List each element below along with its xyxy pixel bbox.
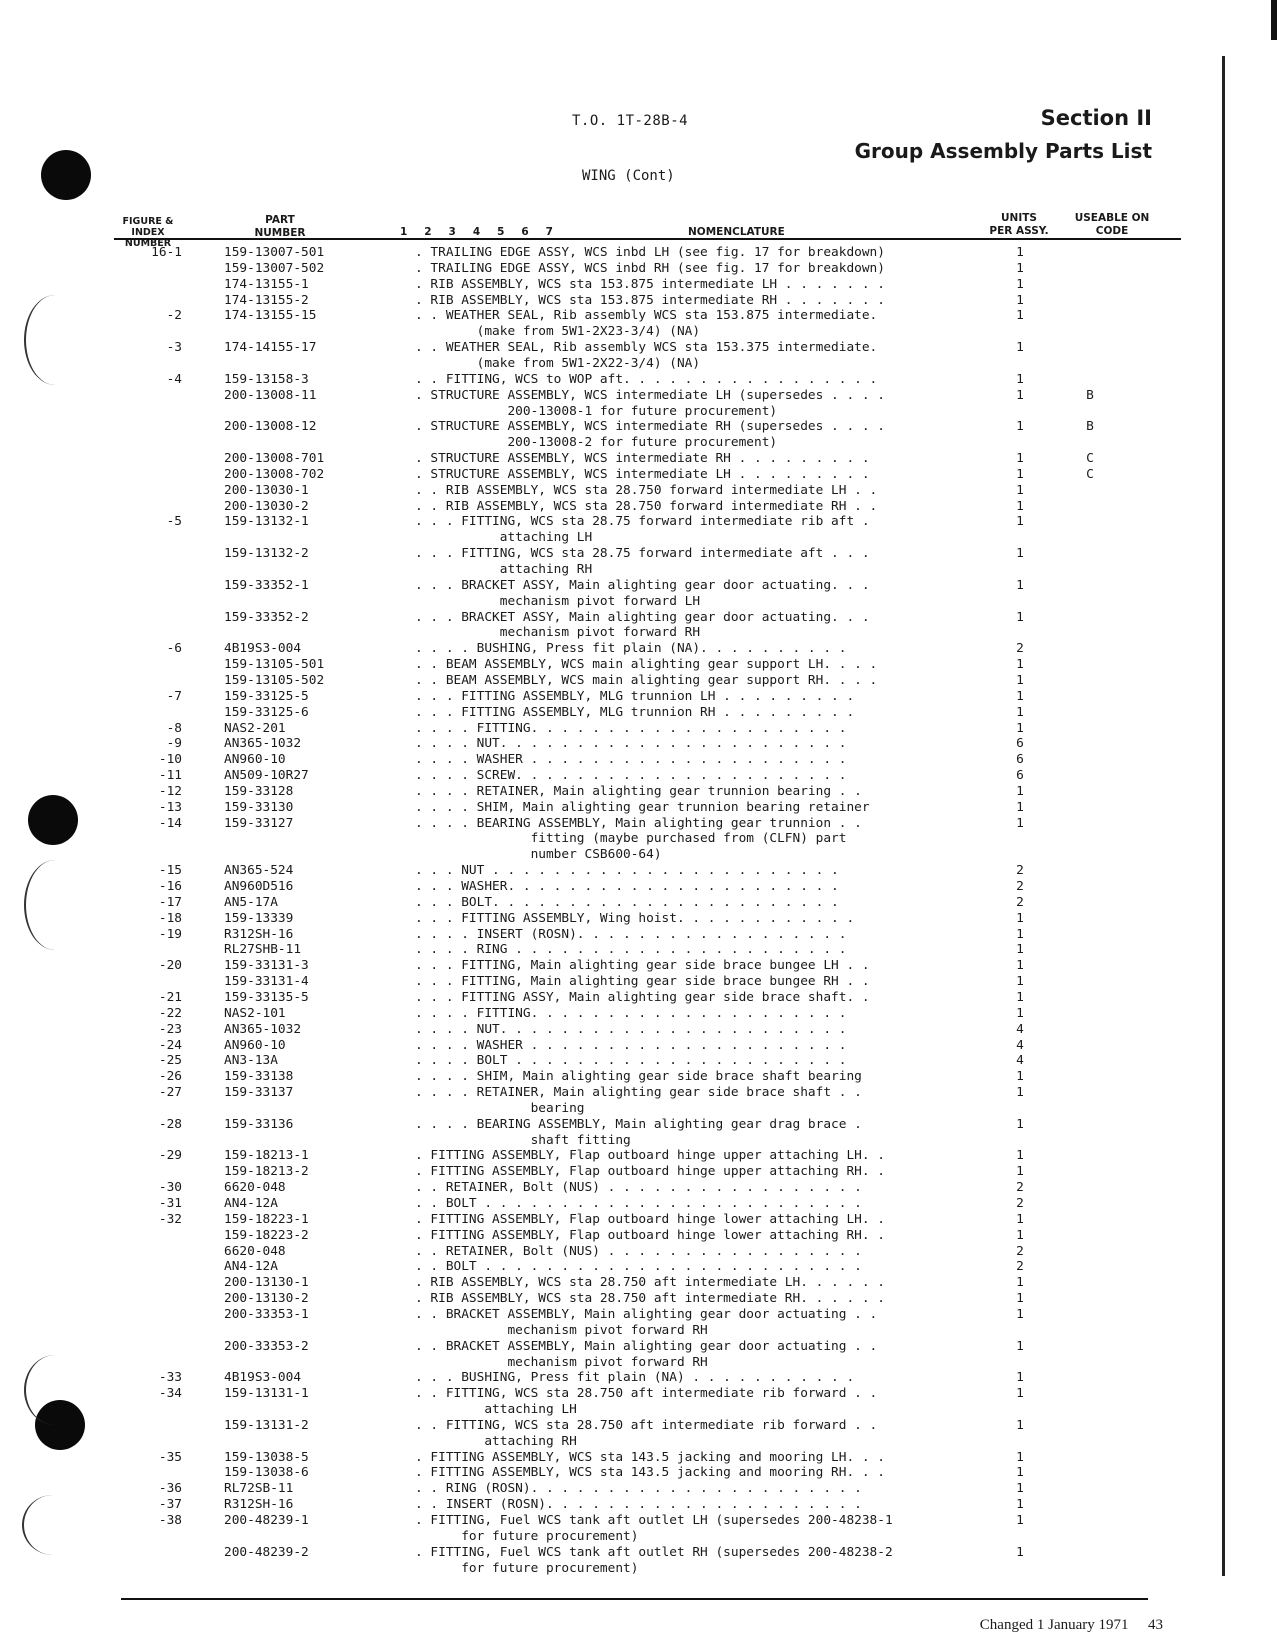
part-number-cell: 200-33353-1	[224, 1306, 309, 1322]
nomenclature-cell: . . . . NUT. . . . . . . . . . . . . . . . . . . . . . .	[415, 736, 847, 752]
group-title: WING (Cont)	[582, 168, 675, 184]
binder-hole	[41, 150, 91, 200]
figure-index-cell: 16-1	[151, 245, 182, 260]
figure-index-cell: -34	[158, 1386, 182, 1402]
figure-index-cell: -36	[158, 1481, 182, 1497]
units-cell: 1	[1016, 704, 1024, 720]
units-cell: 2	[1016, 1180, 1024, 1196]
units-cell: 4	[1016, 1053, 1024, 1069]
figure-index-cell: -26	[158, 1069, 182, 1085]
figure-index-cell: -22	[158, 1005, 182, 1021]
units-cell: 1	[1016, 260, 1024, 276]
nomenclature-cell: mechanism pivot forward RH	[415, 1354, 708, 1370]
nomenclature-cell: . FITTING ASSEMBLY, Flap outboard hinge lower attaching LH. .	[415, 1211, 885, 1227]
units-cell: 1	[1016, 419, 1024, 435]
units-cell: 2	[1016, 1196, 1024, 1211]
figure-index-cell: -12	[158, 783, 182, 799]
nomenclature-cell: . FITTING, Fuel WCS tank aft outlet LH (supersedes 200-48238-1	[415, 1513, 893, 1528]
nomenclature-cell: . . . . BUSHING, Press fit plain (NA). . . . . . . . . .	[415, 641, 847, 657]
figure-index-cell: -24	[158, 1037, 182, 1053]
part-number-cell: 159-18223-2	[224, 1227, 309, 1243]
part-number-cell: R312SH-16	[224, 1497, 294, 1513]
nomenclature-cell: . . . FITTING ASSEMBLY, MLG trunnion RH . . . . . . . . .	[415, 704, 855, 720]
units-cell: 4	[1016, 1037, 1024, 1053]
part-number-cell: RL72SB-11	[224, 1481, 294, 1497]
part-number-cell: 159-13105-501	[224, 657, 325, 673]
units-cell: 1	[1016, 910, 1024, 926]
part-number-cell: 200-13130-1	[224, 1275, 309, 1291]
units-cell: 1	[1016, 1544, 1024, 1560]
nomenclature-cell: . . BOLT . . . . . . . . . . . . . . . . . . . . . . . . .	[415, 1196, 862, 1211]
part-number-cell: RL27SHB-11	[224, 942, 302, 958]
part-number-cell: 159-33125-6	[224, 704, 309, 720]
useable-code-cell: C	[1086, 451, 1094, 467]
units-cell: 1	[1016, 1338, 1024, 1354]
figure-index-cell: -21	[158, 989, 182, 1005]
units-cell: 1	[1016, 1085, 1024, 1101]
nomenclature-cell: . FITTING ASSEMBLY, Flap outboard hinge upper attaching LH. .	[415, 1148, 885, 1164]
part-number-cell: 159-13038-6	[224, 1465, 309, 1481]
figure-index-cell: -3	[166, 340, 182, 356]
nomenclature-cell: . . BRACKET ASSEMBLY, Main alighting gear door actuating . .	[415, 1306, 878, 1322]
part-number-cell: 200-13008-702	[224, 466, 325, 482]
figure-index-cell: -38	[158, 1513, 182, 1528]
units-cell: 1	[1016, 974, 1024, 990]
part-number-cell: AN3-13A	[224, 1053, 278, 1069]
scan-edge-mark	[1271, 0, 1277, 40]
nomenclature-cell: . . WEATHER SEAL, Rib assembly WCS sta 153.375 intermediate.	[415, 340, 878, 356]
part-number-cell: 6620-048	[224, 1180, 286, 1196]
part-number-cell: 159-33130	[224, 799, 294, 815]
column-useable-on-code: USEABLE ON CODE	[1074, 212, 1150, 237]
nomenclature-cell: . . INSERT (ROSN). . . . . . . . . . . . . . . . . . . . .	[415, 1497, 862, 1513]
section-subtitle: Group Assembly Parts List	[854, 139, 1152, 163]
figure-index-cell: -2	[166, 308, 182, 324]
units-cell: 6	[1016, 768, 1024, 784]
units-cell: 2	[1016, 641, 1024, 657]
part-number-cell: AN960-10	[224, 752, 286, 768]
units-cell: 1	[1016, 1481, 1024, 1497]
units-cell: 1	[1016, 1497, 1024, 1513]
figure-index-cell: -13	[158, 799, 182, 815]
figure-index-cell: -18	[158, 910, 182, 926]
units-cell: 6	[1016, 736, 1024, 752]
units-cell: 1	[1016, 371, 1024, 387]
figure-index-cell: -19	[158, 926, 182, 942]
nomenclature-cell: shaft fitting	[415, 1132, 631, 1148]
nomenclature-cell: fitting (maybe purchased from (CLFN) part	[415, 831, 847, 847]
figure-index-cell: -6	[166, 641, 182, 657]
units-cell: 1	[1016, 942, 1024, 958]
units-cell: 1	[1016, 276, 1024, 292]
part-number-cell: 200-13130-2	[224, 1291, 309, 1307]
nomenclature-cell: . . . NUT . . . . . . . . . . . . . . . . . . . . . . .	[415, 863, 839, 879]
change-notice: Changed 1 January 1971	[979, 1617, 1129, 1633]
nomenclature-cell: . . RIB ASSEMBLY, WCS sta 28.750 forward intermediate RH . .	[415, 498, 878, 514]
units-cell: 1	[1016, 815, 1024, 831]
figure-index-cell: -15	[158, 863, 182, 879]
figure-index-cell: -28	[158, 1116, 182, 1132]
nomenclature-cell: . . FITTING, WCS sta 28.750 aft intermediate rib forward . .	[415, 1417, 878, 1433]
part-number-cell: 174-13155-2	[224, 292, 309, 308]
nomenclature-cell: . . . FITTING, WCS sta 28.75 forward intermediate aft . . .	[415, 546, 870, 562]
figure-index-cell: -27	[158, 1085, 182, 1101]
nomenclature-cell: . STRUCTURE ASSEMBLY, WCS intermediate LH (supersedes . . . .	[415, 387, 885, 403]
units-cell: 1	[1016, 577, 1024, 593]
figure-index-cell: -9	[166, 736, 182, 752]
units-cell: 1	[1016, 989, 1024, 1005]
part-number-cell: AN365-1032	[224, 1021, 302, 1037]
binder-ring-mark	[24, 1355, 86, 1425]
nomenclature-cell: . . . . WASHER . . . . . . . . . . . . . . . . . . . . .	[415, 752, 847, 768]
nomenclature-cell: . . . BOLT. . . . . . . . . . . . . . . . . . . . . . .	[415, 894, 839, 910]
part-number-cell: AN509-10R27	[224, 768, 309, 784]
nomenclature-cell: bearing	[415, 1100, 585, 1116]
nomenclature-cell: . . . . WASHER . . . . . . . . . . . . . . . . . . . . .	[415, 1037, 847, 1053]
useable-code-cell: B	[1086, 387, 1094, 403]
binder-ring-mark	[22, 1495, 84, 1555]
figure-index-cell: -37	[158, 1497, 182, 1513]
nomenclature-cell: attaching LH	[415, 1402, 577, 1418]
units-cell: 2	[1016, 863, 1024, 879]
figure-index-cell: -16	[158, 879, 182, 894]
units-cell: 1	[1016, 451, 1024, 467]
nomenclature-cell: for future procurement)	[415, 1528, 639, 1544]
table-header-rule	[114, 238, 1181, 240]
units-cell: 1	[1016, 958, 1024, 974]
units-cell: 1	[1016, 546, 1024, 562]
nomenclature-cell: . . . BUSHING, Press fit plain (NA) . . . . . . . . . . .	[415, 1370, 855, 1386]
nomenclature-cell: mechanism pivot forward RH	[415, 625, 701, 641]
nomenclature-cell: 200-13008-1 for future procurement)	[415, 403, 778, 419]
nomenclature-cell: . . . . BEARING ASSEMBLY, Main alighting gear drag brace .	[415, 1116, 862, 1132]
part-number-cell: 159-33125-5	[224, 688, 309, 704]
part-number-cell: AN365-524	[224, 863, 294, 879]
nomenclature-cell: . . . WASHER. . . . . . . . . . . . . . . . . . . . . .	[415, 879, 839, 894]
nomenclature-cell: . FITTING, Fuel WCS tank aft outlet RH (supersedes 200-48238-2	[415, 1544, 893, 1560]
part-number-cell: 200-48239-1	[224, 1513, 309, 1528]
part-number-cell: 200-13008-701	[224, 451, 325, 467]
units-cell: 1	[1016, 926, 1024, 942]
nomenclature-cell: . . . . SCREW. . . . . . . . . . . . . . . . . . . . . .	[415, 768, 847, 784]
figure-index-cell: -33	[158, 1370, 182, 1386]
part-number-cell: AN960D516	[224, 879, 294, 894]
part-number-cell: 159-13038-5	[224, 1449, 309, 1465]
nomenclature-cell: . STRUCTURE ASSEMBLY, WCS intermediate RH . . . . . . . . .	[415, 451, 870, 467]
nomenclature-cell: (make from 5W1-2X22-3/4) (NA)	[415, 355, 701, 371]
part-number-cell: 200-33353-2	[224, 1338, 309, 1354]
units-cell: 1	[1016, 1291, 1024, 1307]
nomenclature-cell: . . . . RING . . . . . . . . . . . . . . . . . . . . . .	[415, 942, 847, 958]
part-number-cell: NAS2-201	[224, 720, 286, 736]
units-cell: 1	[1016, 1449, 1024, 1465]
nomenclature-cell: . . . FITTING, Main alighting gear side brace bungee LH . .	[415, 958, 870, 974]
units-cell: 1	[1016, 466, 1024, 482]
figure-index-cell: -17	[158, 894, 182, 910]
nomenclature-cell: . . . FITTING, Main alighting gear side brace bungee RH . .	[415, 974, 870, 990]
units-cell: 1	[1016, 1386, 1024, 1402]
page-edge-line	[1222, 56, 1225, 1576]
nomenclature-cell: . FITTING ASSEMBLY, WCS sta 143.5 jacking and mooring LH. . .	[415, 1449, 885, 1465]
part-number-cell: AN960-10	[224, 1037, 286, 1053]
nomenclature-cell: (make from 5W1-2X23-3/4) (NA)	[415, 324, 701, 340]
nomenclature-cell: . . . BRACKET ASSY, Main alighting gear door actuating. . .	[415, 577, 870, 593]
figure-index-cell: -32	[158, 1211, 182, 1227]
part-number-cell: 200-13030-2	[224, 498, 309, 514]
figure-index-cell: -7	[166, 688, 182, 704]
figure-index-cell: -23	[158, 1021, 182, 1037]
part-number-cell: 159-13007-501	[224, 245, 325, 260]
part-number-cell: 159-13131-1	[224, 1386, 309, 1402]
part-number-cell: 159-33128	[224, 783, 294, 799]
page-number: 43	[1148, 1617, 1163, 1633]
units-cell: 2	[1016, 894, 1024, 910]
nomenclature-cell: . . BEAM ASSEMBLY, WCS main alighting gear support LH. . . .	[415, 657, 878, 673]
useable-code-cell: C	[1086, 466, 1094, 482]
nomenclature-cell: . . RING (ROSN). . . . . . . . . . . . . . . . . . . . . .	[415, 1481, 862, 1497]
part-number-cell: AN4-12A	[224, 1259, 278, 1275]
units-cell: 1	[1016, 498, 1024, 514]
useable-code-cell: B	[1086, 419, 1094, 435]
document-code: T.O. 1T-28B-4	[572, 113, 689, 129]
units-cell: 2	[1016, 1259, 1024, 1275]
part-number-cell: 159-33136	[224, 1116, 294, 1132]
part-number-cell: 159-33352-2	[224, 609, 309, 625]
nomenclature-cell: . . . FITTING ASSEMBLY, Wing hoist. . . . . . . . . . . .	[415, 910, 855, 926]
units-cell: 1	[1016, 1465, 1024, 1481]
units-cell: 1	[1016, 1116, 1024, 1132]
nomenclature-cell: for future procurement)	[415, 1560, 639, 1576]
part-number-cell: 159-13007-502	[224, 260, 325, 276]
part-number-cell: AN5-17A	[224, 894, 278, 910]
nomenclature-cell: . RIB ASSEMBLY, WCS sta 28.750 aft intermediate LH. . . . . .	[415, 1275, 885, 1291]
units-cell: 2	[1016, 879, 1024, 894]
units-cell: 1	[1016, 292, 1024, 308]
figure-index-cell: -30	[158, 1180, 182, 1196]
part-number-cell: 159-33131-3	[224, 958, 309, 974]
units-cell: 1	[1016, 720, 1024, 736]
figure-index-cell: -25	[158, 1053, 182, 1069]
units-cell: 1	[1016, 688, 1024, 704]
figure-index-cell: -4	[166, 371, 182, 387]
part-number-cell: 159-33131-4	[224, 974, 309, 990]
column-part-number: PART NUMBER	[254, 214, 306, 239]
part-number-cell: AN4-12A	[224, 1196, 278, 1211]
part-number-cell: 159-18223-1	[224, 1211, 309, 1227]
nomenclature-cell: . . WEATHER SEAL, Rib assembly WCS sta 153.875 intermediate.	[415, 308, 878, 324]
nomenclature-cell: . STRUCTURE ASSEMBLY, WCS intermediate RH (supersedes . . . .	[415, 419, 885, 435]
part-number-cell: 200-48239-2	[224, 1544, 309, 1560]
units-cell: 1	[1016, 1069, 1024, 1085]
column-indent-levels: 1 2 3 4 5 6 7	[400, 226, 553, 238]
part-number-cell: 159-33135-5	[224, 989, 309, 1005]
part-number-cell: 159-33127	[224, 815, 294, 831]
nomenclature-cell: . . BRACKET ASSEMBLY, Main alighting gear door actuating . .	[415, 1338, 878, 1354]
nomenclature-cell: . . . . FITTING. . . . . . . . . . . . . . . . . . . . .	[415, 1005, 847, 1021]
units-cell: 1	[1016, 657, 1024, 673]
part-number-cell: R312SH-16	[224, 926, 294, 942]
part-number-cell: 174-13155-1	[224, 276, 309, 292]
units-cell: 1	[1016, 1370, 1024, 1386]
units-cell: 1	[1016, 387, 1024, 403]
binder-ring-mark	[24, 860, 86, 950]
figure-index-cell: -8	[166, 720, 182, 736]
units-cell: 1	[1016, 1513, 1024, 1528]
nomenclature-cell: . . . FITTING ASSEMBLY, MLG trunnion LH . . . . . . . . .	[415, 688, 855, 704]
units-cell: 1	[1016, 482, 1024, 498]
figure-index-cell: -31	[158, 1196, 182, 1211]
nomenclature-cell: . TRAILING EDGE ASSY, WCS inbd RH (see fig. 17 for breakdown)	[415, 260, 885, 276]
nomenclature-cell: attaching LH	[415, 530, 593, 546]
units-cell: 4	[1016, 1021, 1024, 1037]
units-cell: 6	[1016, 752, 1024, 768]
page-footer	[980, 1617, 1163, 1634]
units-cell: 1	[1016, 514, 1024, 530]
column-nomenclature: NOMENCLATURE	[688, 226, 785, 238]
part-number-cell: 159-33137	[224, 1085, 294, 1101]
part-number-cell: 159-18213-1	[224, 1148, 309, 1164]
part-number-cell: NAS2-101	[224, 1005, 286, 1021]
part-number-cell: 159-33352-1	[224, 577, 309, 593]
nomenclature-cell: . . . . SHIM, Main alighting gear side brace shaft bearing	[415, 1069, 862, 1085]
nomenclature-cell: attaching RH	[415, 1433, 577, 1449]
figure-index-cell: -14	[158, 815, 182, 831]
section-title: Section II	[1040, 106, 1152, 130]
nomenclature-cell: . FITTING ASSEMBLY, WCS sta 143.5 jacking and mooring RH. . .	[415, 1465, 885, 1481]
part-number-cell: 159-13131-2	[224, 1417, 309, 1433]
nomenclature-cell: . STRUCTURE ASSEMBLY, WCS intermediate LH . . . . . . . . .	[415, 466, 870, 482]
units-cell: 1	[1016, 245, 1024, 260]
nomenclature-cell: . TRAILING EDGE ASSY, WCS inbd LH (see fig. 17 for breakdown)	[415, 245, 885, 260]
nomenclature-cell: . . . . SHIM, Main alighting gear trunnion bearing retainer	[415, 799, 870, 815]
nomenclature-cell: . FITTING ASSEMBLY, Flap outboard hinge upper attaching RH. .	[415, 1164, 885, 1180]
column-units-per-assy: UNITS PER ASSY.	[989, 212, 1049, 237]
nomenclature-cell: . . RETAINER, Bolt (NUS) . . . . . . . . . . . . . . . . .	[415, 1243, 862, 1259]
units-cell: 1	[1016, 799, 1024, 815]
units-cell: 1	[1016, 308, 1024, 324]
units-cell: 1	[1016, 1005, 1024, 1021]
nomenclature-cell: . . . FITTING ASSY, Main alighting gear side brace shaft. .	[415, 989, 870, 1005]
nomenclature-cell: . . FITTING, WCS sta 28.750 aft intermediate rib forward . .	[415, 1386, 878, 1402]
nomenclature-cell: mechanism pivot forward LH	[415, 593, 701, 609]
units-cell: 1	[1016, 1417, 1024, 1433]
nomenclature-cell: . . BEAM ASSEMBLY, WCS main alighting gear support RH. . . .	[415, 672, 878, 688]
binder-ring-mark	[24, 295, 86, 385]
nomenclature-cell: . . BOLT . . . . . . . . . . . . . . . . . . . . . . . . .	[415, 1259, 862, 1275]
part-number-cell: AN365-1032	[224, 736, 302, 752]
nomenclature-cell: . . . . RETAINER, Main alighting gear side brace shaft . .	[415, 1085, 862, 1101]
nomenclature-cell: number CSB600-64)	[415, 847, 662, 863]
units-cell: 1	[1016, 1306, 1024, 1322]
nomenclature-cell: . . . FITTING, WCS sta 28.75 forward intermediate rib aft .	[415, 514, 870, 530]
units-cell: 1	[1016, 609, 1024, 625]
figure-index-cell: -29	[158, 1148, 182, 1164]
nomenclature-cell: . RIB ASSEMBLY, WCS sta 153.875 intermediate LH . . . . . . .	[415, 276, 885, 292]
units-cell: 1	[1016, 1164, 1024, 1180]
part-number-cell: 159-13105-502	[224, 672, 325, 688]
part-number-cell: 159-13339	[224, 910, 294, 926]
binder-hole	[28, 795, 78, 845]
part-number-cell: 200-13008-11	[224, 387, 317, 403]
nomenclature-cell: attaching RH	[415, 562, 593, 577]
units-cell: 1	[1016, 340, 1024, 356]
units-cell: 2	[1016, 1243, 1024, 1259]
nomenclature-cell: . . . . RETAINER, Main alighting gear trunnion bearing . .	[415, 783, 862, 799]
nomenclature-cell: . . . BRACKET ASSY, Main alighting gear door actuating. . .	[415, 609, 870, 625]
units-cell: 1	[1016, 783, 1024, 799]
figure-index-cell: -11	[158, 768, 182, 784]
nomenclature-cell: . . . . INSERT (ROSN). . . . . . . . . . . . . . . . . .	[415, 926, 847, 942]
part-number-cell: 159-13132-1	[224, 514, 309, 530]
part-number-cell: 159-33138	[224, 1069, 294, 1085]
footer-rule	[121, 1598, 1148, 1600]
units-cell: 1	[1016, 1227, 1024, 1243]
nomenclature-cell: . . . . BEARING ASSEMBLY, Main alighting gear trunnion . .	[415, 815, 862, 831]
nomenclature-cell: . . . . BOLT . . . . . . . . . . . . . . . . . . . . . .	[415, 1053, 847, 1069]
nomenclature-cell: mechanism pivot forward RH	[415, 1322, 708, 1338]
figure-index-cell: -5	[166, 514, 182, 530]
figure-index-cell: -10	[158, 752, 182, 768]
nomenclature-cell: . . FITTING, WCS to WOP aft. . . . . . . . . . . . . . . . .	[415, 371, 878, 387]
nomenclature-cell: . . . . FITTING. . . . . . . . . . . . . . . . . . . . .	[415, 720, 847, 736]
column-figure-index: FIGURE & INDEX NUMBER	[122, 216, 174, 249]
nomenclature-cell: . RIB ASSEMBLY, WCS sta 28.750 aft intermediate RH. . . . . .	[415, 1291, 885, 1307]
units-cell: 1	[1016, 672, 1024, 688]
units-cell: 1	[1016, 1211, 1024, 1227]
figure-index-cell: -35	[158, 1449, 182, 1465]
part-number-cell: 200-13030-1	[224, 482, 309, 498]
nomenclature-cell: . FITTING ASSEMBLY, Flap outboard hinge lower attaching RH. .	[415, 1227, 885, 1243]
nomenclature-cell: 200-13008-2 for future procurement)	[415, 435, 778, 451]
part-number-cell: 174-14155-17	[224, 340, 317, 356]
part-number-cell: 6620-048	[224, 1243, 286, 1259]
part-number-cell: 174-13155-15	[224, 308, 317, 324]
nomenclature-cell: . RIB ASSEMBLY, WCS sta 153.875 intermediate RH . . . . . . .	[415, 292, 885, 308]
part-number-cell: 159-13158-3	[224, 371, 309, 387]
nomenclature-cell: . . RIB ASSEMBLY, WCS sta 28.750 forward intermediate LH . .	[415, 482, 878, 498]
units-cell: 1	[1016, 1275, 1024, 1291]
part-number-cell: 200-13008-12	[224, 419, 317, 435]
units-cell: 1	[1016, 1148, 1024, 1164]
part-number-cell: 159-13132-2	[224, 546, 309, 562]
part-number-cell: 159-18213-2	[224, 1164, 309, 1180]
figure-index-cell: -20	[158, 958, 182, 974]
part-number-cell: 4B19S3-004	[224, 641, 302, 657]
part-number-cell: 4B19S3-004	[224, 1370, 302, 1386]
nomenclature-cell: . . RETAINER, Bolt (NUS) . . . . . . . . . . . . . . . . .	[415, 1180, 862, 1196]
nomenclature-cell: . . . . NUT. . . . . . . . . . . . . . . . . . . . . . .	[415, 1021, 847, 1037]
